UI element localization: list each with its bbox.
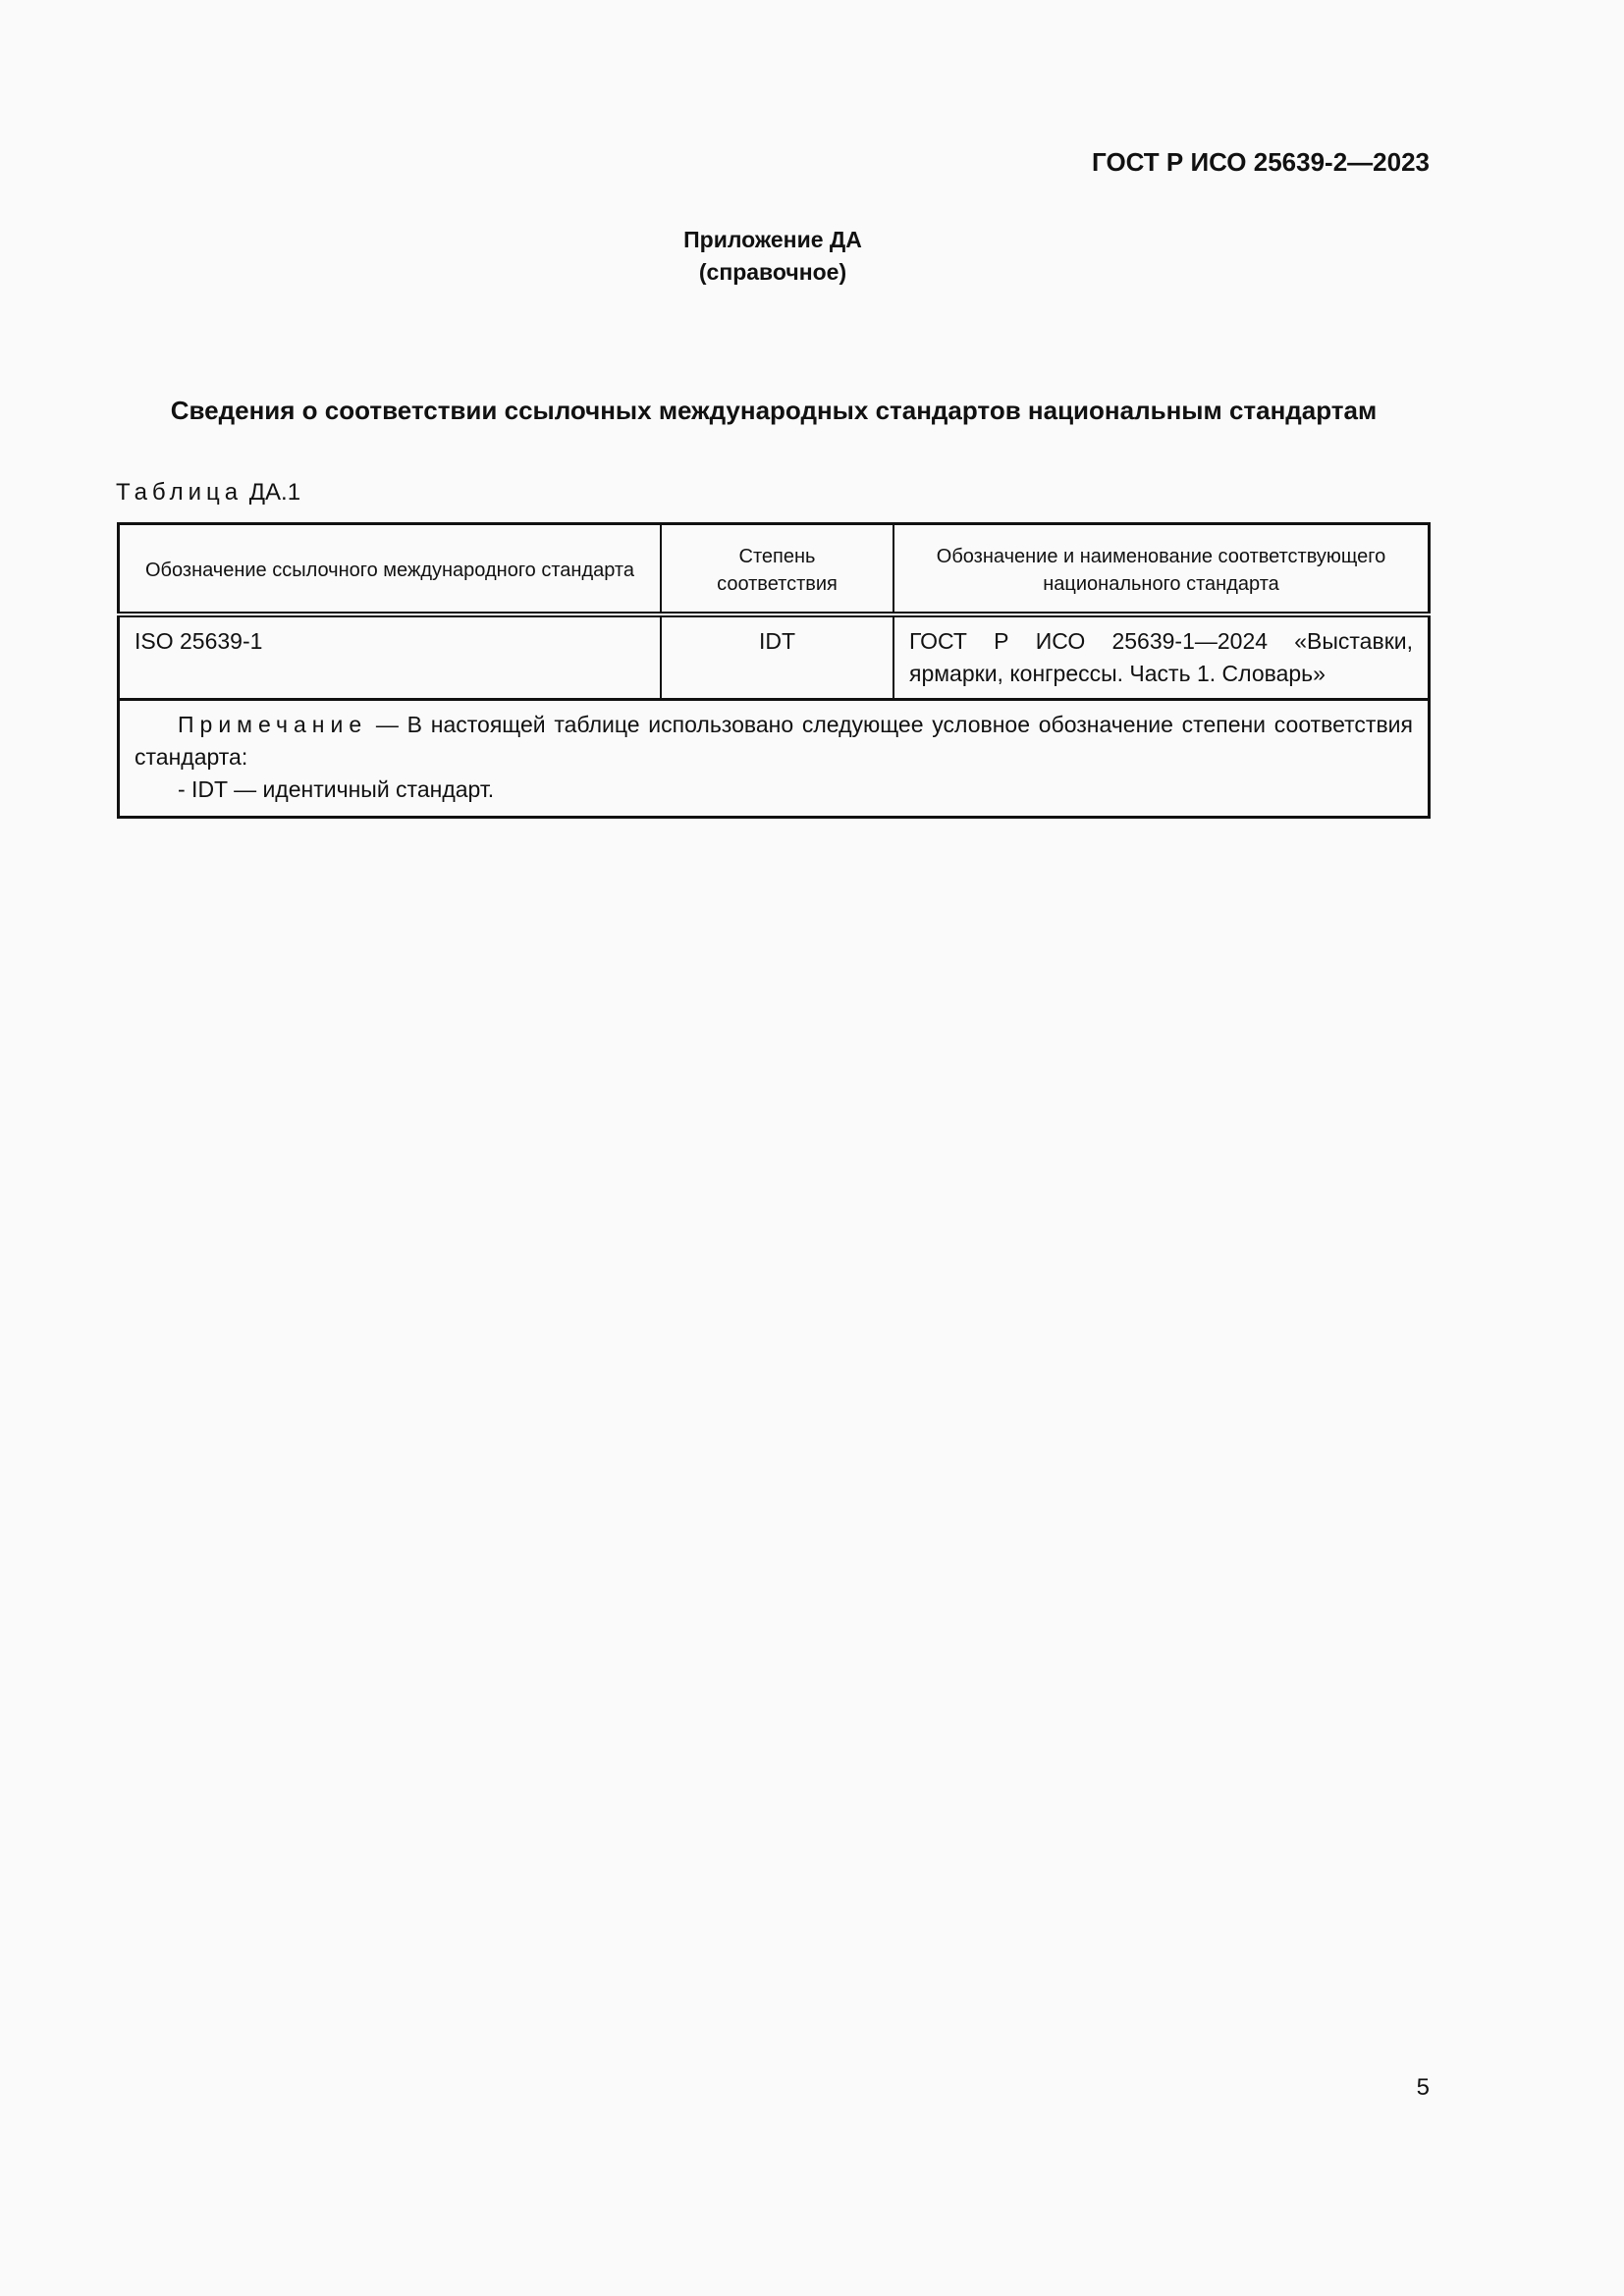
correspondence-table — [117, 522, 1431, 819]
document-code: ГОСТ Р ИСО 25639-2—2023 — [1092, 147, 1430, 177]
table-cell: ГОСТ Р ИСО 25639-1—2024 «Выставки, ярмарки, конгрессы. Часть 1. Словарь» — [893, 614, 1430, 700]
note-label: Примечание — [178, 712, 368, 737]
note-item: - IDT — идентичный стандарт. — [178, 776, 495, 802]
page-number: 5 — [1416, 2074, 1430, 2101]
table-note-row — [119, 700, 1430, 818]
table-caption — [116, 479, 300, 507]
header-cell: Обозначение ссылочного международного стандарта — [119, 524, 662, 615]
header-cell: Обозначение и наименование соответствующего национального стандарта — [893, 524, 1430, 615]
table-caption-label: Таблица — [116, 479, 244, 506]
table-cell: IDT — [661, 614, 893, 700]
header-cell: Степень соответствия — [661, 524, 893, 615]
appendix-heading — [0, 224, 1545, 289]
table-row — [119, 614, 1430, 700]
table-cell: ISO 25639-1 — [119, 614, 662, 700]
appendix-subtitle: (справочное) — [698, 259, 847, 285]
appendix-title: Приложение ДА — [683, 227, 862, 252]
note-text: — В настоящей таблице использовано следующее условное обозначение степени соответствия стандарта: — [135, 712, 1413, 770]
table-caption-number: ДА.1 — [248, 479, 301, 506]
table-note — [119, 700, 1430, 818]
section-title: Сведения о соответствии ссылочных международных стандартов национальным стандартам — [170, 396, 1378, 425]
table-header-row — [119, 524, 1430, 615]
